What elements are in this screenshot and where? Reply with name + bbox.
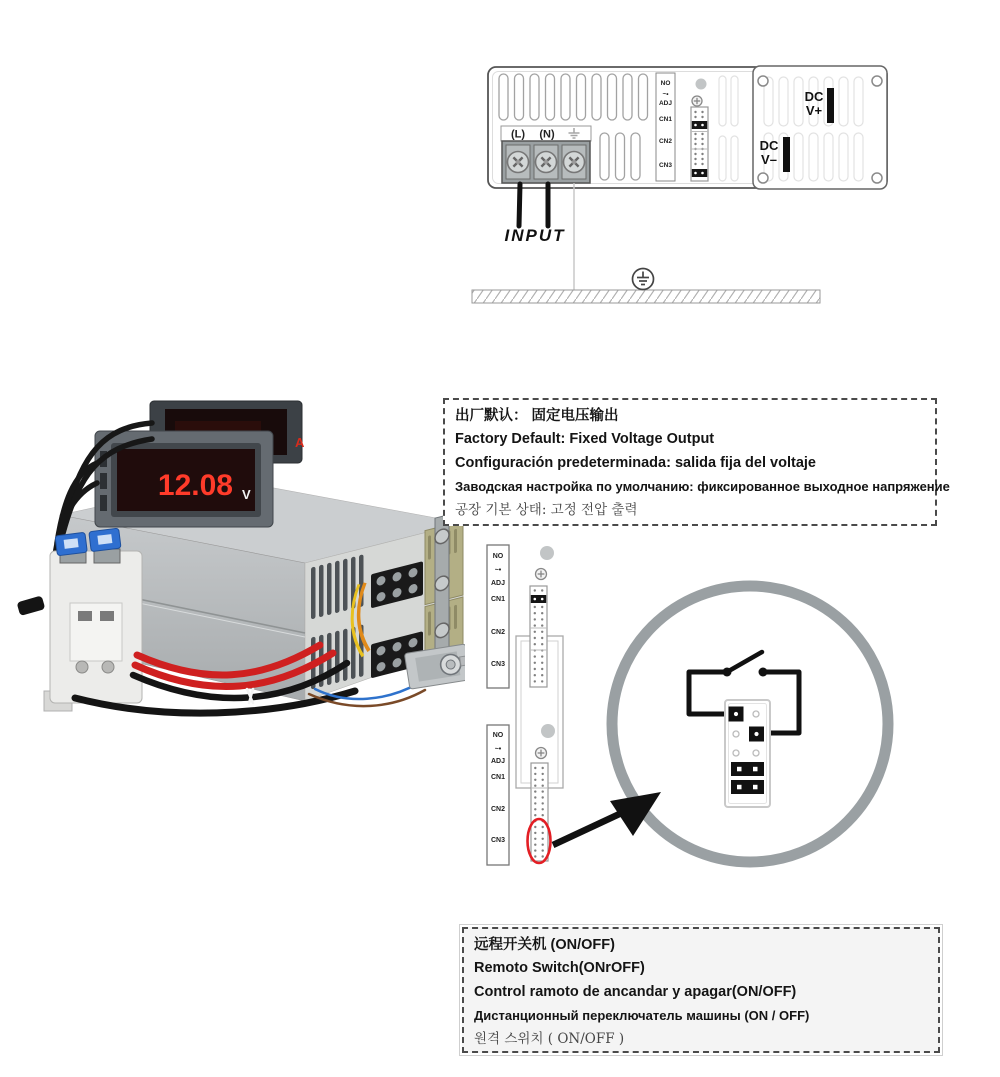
note-line-ko: 공장 기본 상태: 고정 전압 출력 xyxy=(455,501,638,518)
label-cn2: CN2 xyxy=(490,806,506,813)
wave-icon: ~• xyxy=(494,567,502,574)
dc-vplus-terminal xyxy=(827,88,834,123)
label-cn1: CN1 xyxy=(490,596,506,603)
factory-default-note xyxy=(443,398,950,526)
connector-detail xyxy=(725,700,770,807)
note-line-ru: Дистанционный переключатель машины (ON / OFF) xyxy=(474,1008,810,1024)
dc-vplus-label-2: V+ xyxy=(805,103,823,118)
pin-header-upper xyxy=(530,586,547,687)
input-label: INPUT xyxy=(504,226,566,245)
signal-port-labels xyxy=(656,73,675,181)
screw-terminal-neutral xyxy=(536,152,557,173)
port-strip-upper xyxy=(487,545,509,688)
screw-terminal-live xyxy=(508,152,529,173)
wave-icon: ~• xyxy=(494,746,502,753)
screw-icon xyxy=(536,569,547,580)
label-adj: ADJ xyxy=(658,100,673,107)
ammeter-unit: A xyxy=(295,435,305,450)
terminal-live-label: (L) xyxy=(510,128,526,141)
note-line-en: Remoto Switch(ONrOFF) xyxy=(474,960,645,977)
label-no: NO xyxy=(492,732,504,739)
label-cn1: CN1 xyxy=(658,116,673,123)
pin-header-lower xyxy=(531,763,548,861)
screw-hole xyxy=(758,76,768,86)
label-cn3: CN3 xyxy=(658,162,673,169)
voltmeter-unit: V xyxy=(242,487,251,502)
label-cn2: CN2 xyxy=(658,138,673,145)
jumper xyxy=(531,595,546,603)
remote-switch-diagram xyxy=(480,538,900,873)
jumper xyxy=(692,121,707,129)
dc-vminus-terminal xyxy=(783,137,790,172)
label-cn3: CN3 xyxy=(490,837,506,844)
terminal-neutral-label: (N) xyxy=(539,128,555,141)
note-line-zh: 远程开关机 (ON/OFF) xyxy=(474,937,615,953)
dc-vminus-label-1: DC xyxy=(759,138,779,153)
dc-vplus-label-1: DC xyxy=(804,89,824,104)
input-plug-stub xyxy=(17,595,46,616)
protective-earth-icon xyxy=(633,269,654,290)
rear-panel-wiring-diagram xyxy=(455,50,905,315)
dc-vminus-label-2: V– xyxy=(761,152,777,167)
note-line-ru: Заводская настройка по умолчанию: фиксированное выходное напряжение xyxy=(455,479,950,495)
screw-hole xyxy=(872,173,882,183)
product-photo xyxy=(15,393,465,718)
note-line-zh: 出厂默认： 固定电压输出 xyxy=(455,408,619,424)
wave-icon: ~• xyxy=(662,91,669,98)
label-cn1: CN1 xyxy=(490,774,506,781)
label-cn2: CN2 xyxy=(490,629,506,636)
hole-plug xyxy=(540,546,554,560)
voltmeter-value: 12.08 xyxy=(157,469,233,502)
jumper xyxy=(731,762,764,776)
note-line-es: Configuración predeterminada: salida fija del voltaje xyxy=(455,454,816,471)
ground-plane xyxy=(472,290,820,303)
hole-plug xyxy=(541,724,555,738)
label-adj: ADJ xyxy=(490,580,506,587)
ac-terminal-block xyxy=(501,126,591,183)
screw-icon xyxy=(536,748,547,759)
label-no: NO xyxy=(660,80,671,87)
label-no: NO xyxy=(492,553,504,560)
label-cn3: CN3 xyxy=(490,661,506,668)
remote-switch-note xyxy=(462,927,940,1053)
screw-terminal-earth xyxy=(564,152,585,173)
ac-input-wires xyxy=(519,184,548,226)
screw-hole xyxy=(758,173,768,183)
screw-icon xyxy=(692,96,702,106)
jumper xyxy=(731,780,764,794)
note-line-es: Control ramoto de ancandar y apagar(ON/OFF) xyxy=(474,983,797,1000)
note-line-en: Factory Default: Fixed Voltage Output xyxy=(455,431,715,448)
psu-rear-panel xyxy=(488,66,887,189)
note-line-ko: 원격 스위치 ( ON/OFF ) xyxy=(474,1030,625,1047)
dc-output-plate xyxy=(753,66,887,189)
circuit-breaker xyxy=(17,528,142,711)
label-adj: ADJ xyxy=(490,758,506,765)
screw-hole xyxy=(872,76,882,86)
port-strip-lower xyxy=(487,725,509,865)
jumper xyxy=(692,169,707,177)
hole-plug xyxy=(696,79,707,90)
